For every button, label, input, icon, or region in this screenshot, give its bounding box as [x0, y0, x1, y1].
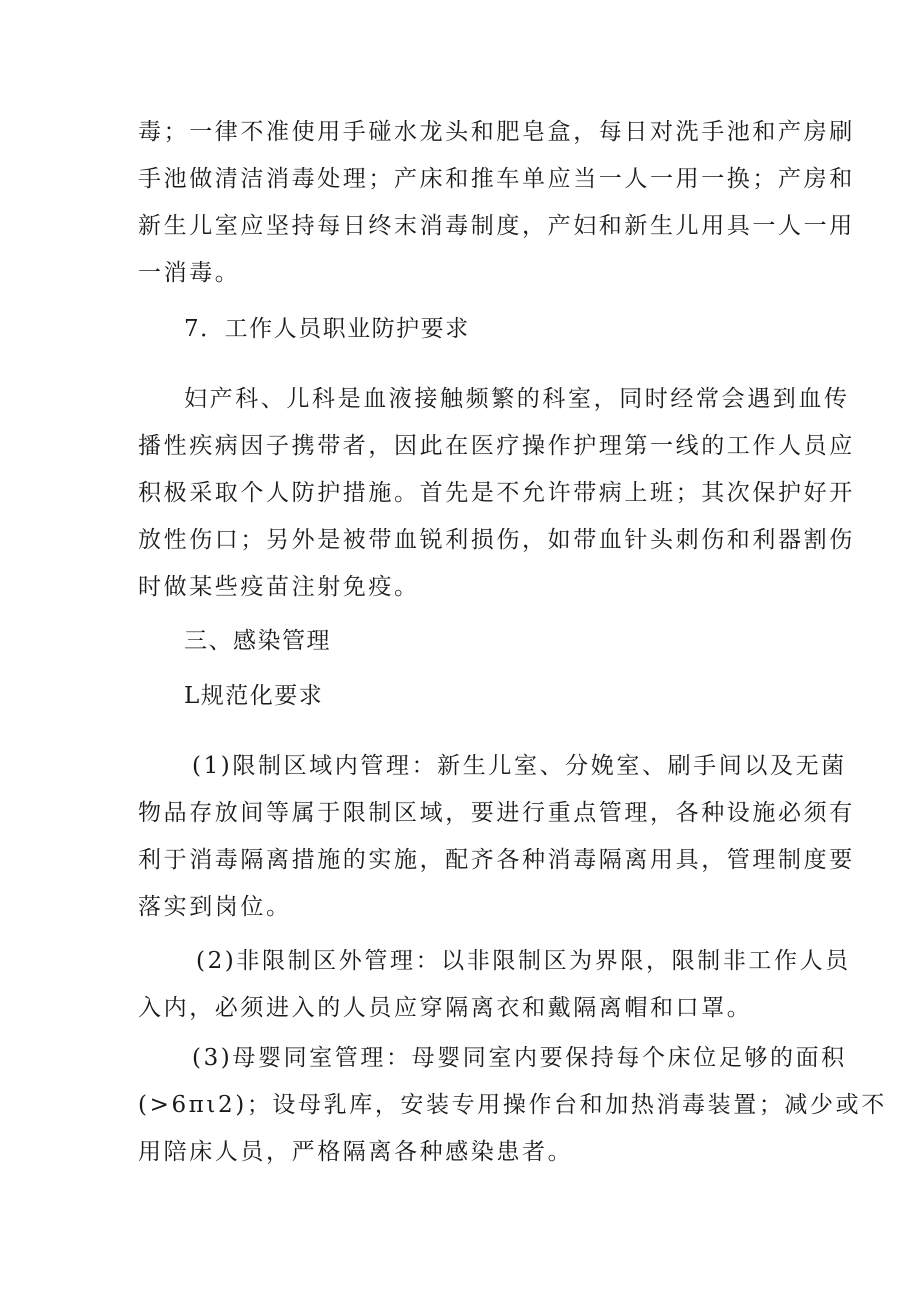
text-line: 入内，必须进入的人员应穿隔离衣和戴隔离帽和口罩。	[138, 995, 753, 1021]
subsection-heading: L规范化要求	[184, 683, 324, 709]
text-line: 毒；一律不准使用手碰水龙头和肥皂盒，每日对洗手池和产房刷	[138, 119, 855, 145]
text-line: 妇产科、儿科是血液接触频繁的科室，同时经常会遇到血传	[184, 386, 850, 412]
text-line: 一消毒。	[138, 260, 241, 286]
text-line: 物品存放间等属于限制区域，要进行重点管理，各种设施必须有	[138, 800, 855, 826]
text-line: 播性疾病因子携带者，因此在医疗操作护理第一线的工作人员应	[138, 433, 855, 459]
text-line: (1)限制区域内管理：新生儿室、分娩室、刷手间以及无菌	[192, 753, 847, 779]
text-line: (3)母婴同室管理：母婴同室内要保持每个床位足够的面积	[192, 1045, 847, 1071]
section-heading: 7．工作人员职业防护要求	[184, 316, 470, 342]
text-line: (>6πι2)；设母乳库，安装专用操作台和加热消毒装置；减少或不	[138, 1092, 887, 1118]
text-line: 放性伤口；另外是被带血锐利损伤，如带血针头刺伤和利器割伤	[138, 527, 855, 553]
text-line: 新生儿室应坚持每日终末消毒制度，产妇和新生儿用具一人一用	[138, 213, 855, 239]
text-line: 手池做清洁消毒处理；产床和推车单应当一人一用一换；产房和	[138, 166, 855, 192]
text-line: 用陪床人员，严格隔离各种感染患者。	[138, 1139, 574, 1165]
text-line: 积极采取个人防护措施。首先是不允许带病上班；其次保护好开	[138, 480, 855, 506]
section-heading: 三、感染管理	[184, 628, 331, 654]
text-line: 时做某些疫苗注射免疫。	[138, 574, 420, 600]
text-line: (2)非限制区外管理：以非限制区为界限，限制非工作人员	[196, 948, 851, 974]
text-line: 落实到岗位。	[138, 894, 292, 920]
text-line: 利于消毒隔离措施的实施，配齐各种消毒隔离用具，管理制度要	[138, 847, 855, 873]
